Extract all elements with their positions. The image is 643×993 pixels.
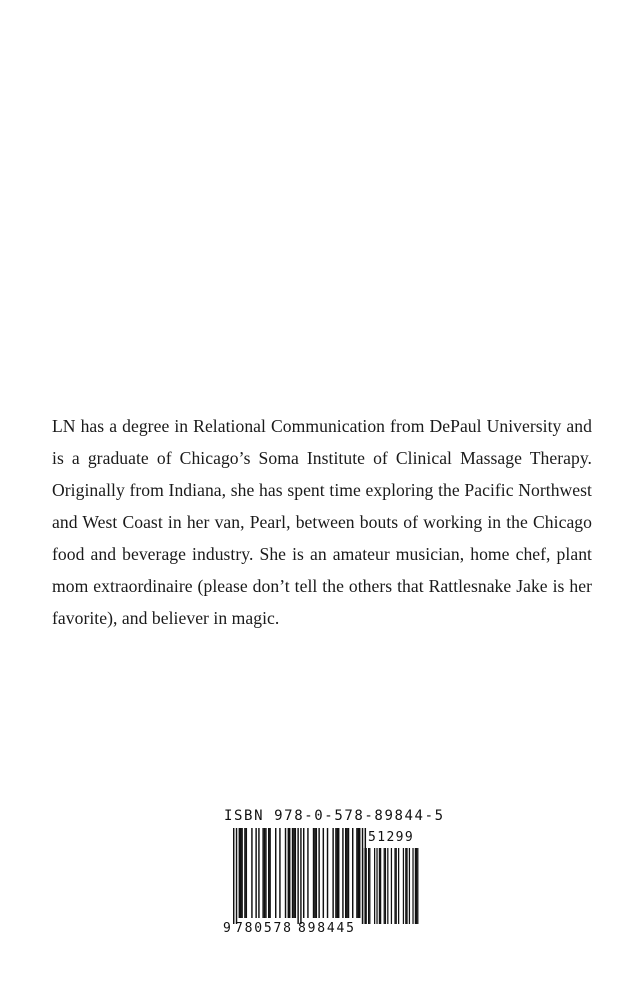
barcode-bar	[356, 828, 357, 918]
ean-first-digit: 9	[223, 921, 231, 936]
barcode-bar	[269, 828, 270, 918]
barcode-bar	[240, 828, 241, 918]
ean-bars	[233, 828, 366, 924]
barcode-bar	[313, 828, 314, 918]
barcode-bar	[332, 828, 333, 918]
barcode-bar	[279, 828, 280, 918]
barcode-bar	[337, 828, 338, 918]
barcode-addon-bar	[379, 848, 380, 924]
barcode-bar	[307, 828, 308, 918]
barcode-bar	[297, 828, 298, 924]
barcode-bar	[244, 828, 245, 918]
barcode-addon-bar	[369, 848, 370, 924]
barcode-addon-bar	[368, 848, 369, 924]
barcode-addon-bar	[366, 848, 367, 924]
barcode-addon-bar	[387, 848, 388, 924]
barcode-addon-bar	[409, 848, 410, 924]
barcode-addon-bar	[384, 848, 385, 924]
barcode-bar	[236, 828, 237, 924]
barcode-addon-bar	[394, 848, 395, 924]
barcode-bar	[318, 828, 319, 918]
barcode-bar	[345, 828, 346, 918]
barcode-bar	[358, 828, 359, 918]
barcode-bar	[293, 828, 294, 918]
barcode-addon-bar	[376, 848, 377, 924]
barcode-bar	[323, 828, 324, 918]
barcode-graphic	[222, 808, 422, 938]
barcode-addon-bar	[385, 848, 386, 924]
barcode-addon-bar	[380, 848, 381, 924]
barcode-bar	[292, 828, 293, 918]
barcode-bar	[300, 828, 301, 924]
barcode-bar	[289, 828, 290, 918]
barcode-bar	[342, 828, 343, 918]
barcode-bar	[288, 828, 289, 918]
barcode-addon-bar	[406, 848, 407, 924]
barcode-addon-bar	[391, 848, 392, 924]
barcode-bar	[251, 828, 252, 918]
barcode-addon-digits: 51299	[368, 830, 415, 845]
barcode-bar	[303, 828, 304, 918]
barcode-addon-bar	[396, 848, 397, 924]
barcode-addon-bar	[415, 848, 416, 924]
ean-right-group: 898445	[298, 921, 354, 936]
ean-left-group: 780578	[235, 921, 291, 936]
barcode-bar	[246, 828, 247, 918]
barcode-bar	[359, 828, 360, 918]
isbn-label: ISBN 978-0-578-89844-5	[224, 808, 445, 824]
barcode-bar	[233, 828, 234, 924]
isbn-barcode	[222, 808, 445, 938]
barcode-bar	[255, 828, 256, 918]
barcode-addon-bar	[417, 848, 418, 924]
barcode-addon-bar	[364, 848, 365, 924]
barcode-bar	[327, 828, 328, 918]
author-bio: LN has a degree in Relational Communication from DePaul University and is a graduate of Chicago’s Soma Institute of Clinical Massage Therapy. Originally from Indiana, she has spent time exploring the Pacific Northwest and West Coast in her van, Pearl, between bouts of working in the Chicago food and beverage industry. She is an amateur musician, home chef, plant mom extraordinaire (please don’t tell the others that Rattlesnake Jake is her favorite), and believer in magic.	[52, 416, 592, 628]
barcode-bar	[285, 828, 286, 918]
barcode-bar	[264, 828, 265, 918]
barcode-addon-bar	[362, 848, 363, 924]
barcode-bar	[335, 828, 336, 918]
barcode-addon-bar	[416, 848, 417, 924]
barcode-addon-bar	[405, 848, 406, 924]
barcode-bar	[258, 828, 259, 918]
barcode-bar	[275, 828, 276, 918]
barcode-bar	[295, 828, 296, 918]
barcode-addon-bar	[374, 848, 375, 924]
barcode-bar	[268, 828, 269, 918]
barcode-bar	[241, 828, 242, 918]
barcode-bar	[348, 828, 349, 918]
barcode-bar	[239, 828, 240, 918]
barcode-bar	[316, 828, 317, 918]
barcode-addon-bar	[403, 848, 404, 924]
barcode-bar	[346, 828, 347, 918]
barcode-bar	[265, 828, 266, 918]
barcode-addon-bar	[398, 848, 399, 924]
addon-bars	[362, 848, 418, 924]
barcode-bar	[314, 828, 315, 918]
barcode-bar	[338, 828, 339, 918]
barcode-bar	[262, 828, 263, 918]
barcode-bar	[352, 828, 353, 918]
barcode-addon-bar	[412, 848, 413, 924]
